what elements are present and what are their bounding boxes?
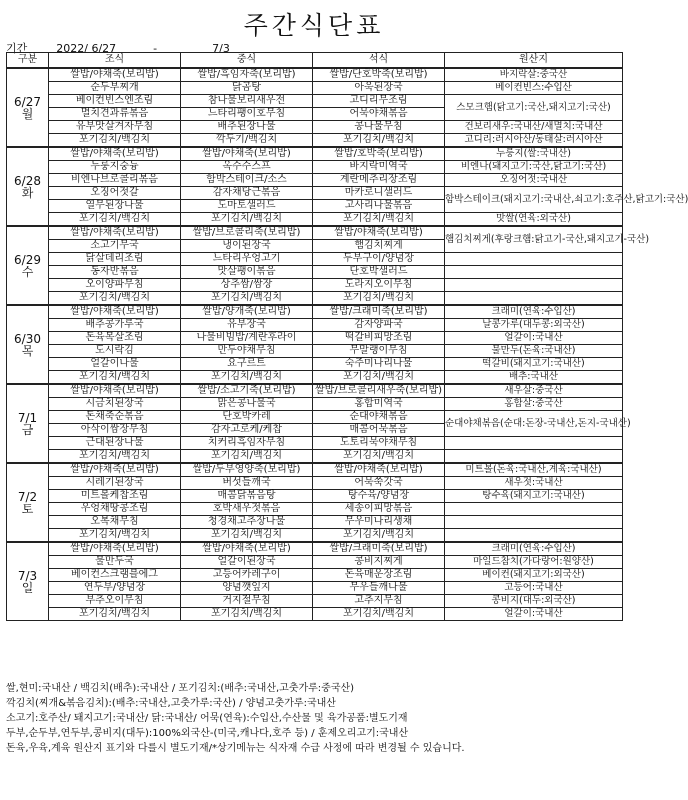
- origin-item: [445, 450, 623, 464]
- lunch-item: 호박새우젓볶음: [181, 503, 313, 516]
- lunch-item: 포기김치/백김치: [181, 213, 313, 227]
- origin-item: 베이컨빈스:수입산: [445, 82, 623, 95]
- menu-row: [7, 319, 623, 332]
- dinner-item: 포기김치/백김치: [313, 292, 445, 306]
- origin-item: [445, 279, 623, 292]
- lunch-item: 포기김치/백김치: [181, 371, 313, 385]
- breakfast-item: 닭살데리조림: [49, 253, 181, 266]
- day-date: 6/27: [14, 94, 41, 109]
- day-weekday: 목: [21, 343, 34, 358]
- origin-item: 물만두(돈육:국내산): [445, 345, 623, 358]
- period-end: 7/3: [212, 42, 230, 55]
- day-weekday: 일: [21, 580, 34, 595]
- dinner-item: 쌀밥/크래미죽(보리밥): [313, 542, 445, 556]
- dinner-item: 떡갈비피망조림: [313, 332, 445, 345]
- lunch-item: 쌀밥/두부영양죽(보리밥): [181, 463, 313, 477]
- breakfast-item: 유부맛살겨자무침: [49, 121, 181, 134]
- menu-row: [7, 503, 623, 516]
- lunch-item: 나물비빔밥/계란후라이: [181, 332, 313, 345]
- lunch-item: 유부장국: [181, 319, 313, 332]
- day-weekday: 금: [21, 422, 34, 437]
- origin-item: 배추:국내산: [445, 371, 623, 385]
- breakfast-item: 포기김치/백김치: [49, 450, 181, 464]
- origin-item: 바지락살:중국산: [445, 68, 623, 82]
- dinner-item: 돈육매운장조림: [313, 569, 445, 582]
- menu-row: [7, 253, 623, 266]
- day-date: 6/30: [14, 331, 41, 346]
- header-category: 구분: [7, 53, 49, 69]
- menu-row: [7, 121, 623, 134]
- dinner-item: 쌀밥/단호박죽(보리밥): [313, 68, 445, 82]
- origin-item: 함박스테이크(돼지고기:국내산,쇠고기:호주산,닭고기:국산): [445, 187, 623, 213]
- lunch-item: 느타리우엉고기: [181, 253, 313, 266]
- lunch-item: 상추쌈/쌈장: [181, 279, 313, 292]
- day-cell: [7, 463, 49, 542]
- origin-item: 얼갈이:국내산: [445, 332, 623, 345]
- dinner-item: 쌀밥/야채죽(보리밥): [313, 463, 445, 477]
- origin-item: [445, 437, 623, 450]
- dinner-item: 바지락미역국: [313, 161, 445, 174]
- breakfast-item: 물만두국: [49, 556, 181, 569]
- header-lunch: 중식: [181, 53, 313, 69]
- lunch-item: 얼갈이된장국: [181, 556, 313, 569]
- breakfast-item: 아삭이쌈장무침: [49, 424, 181, 437]
- note-line: 소고기:호주산/ 돼지고기:국내산/ 닭:국내산/ 어묵(연육):수입산,수산물 및 육가공품:별도기재: [6, 713, 408, 724]
- origin-item: [445, 503, 623, 516]
- menu-row: [7, 569, 623, 582]
- day-weekday: 월: [21, 106, 34, 121]
- dinner-item: 고추지무침: [313, 595, 445, 608]
- origin-item: [445, 529, 623, 543]
- lunch-item: 참나물보리새우전: [181, 95, 313, 108]
- origin-item: 날콩가루(대두콩:외국산): [445, 319, 623, 332]
- dinner-item: 세송이피망볶음: [313, 503, 445, 516]
- lunch-item: 감자채당근볶음: [181, 187, 313, 200]
- dinner-item: 포기김치/백김치: [313, 450, 445, 464]
- day-cell: [7, 68, 49, 147]
- lunch-item: 쌀밥/소고기죽(보리밥): [181, 384, 313, 398]
- menu-row: [7, 516, 623, 529]
- breakfast-item: 시금치된장국: [49, 398, 181, 411]
- menu-row: [7, 292, 623, 306]
- breakfast-item: 동자반볶음: [49, 266, 181, 279]
- day-date: 7/1: [17, 410, 38, 425]
- lunch-item: 함박스테이크/소스: [181, 174, 313, 187]
- breakfast-item: 쌀밥/야채죽(보리밥): [49, 542, 181, 556]
- day-date: 7/2: [17, 489, 38, 504]
- breakfast-item: 쌀밥/야채죽(보리밥): [49, 305, 181, 319]
- lunch-item: 요구르트: [181, 358, 313, 371]
- origin-item: 미트볼(돈육:국내산,계육:국내산): [445, 463, 623, 477]
- dinner-item: 햄김치찌게: [313, 240, 445, 253]
- origin-item: 고등어:국내산: [445, 582, 623, 595]
- weekly-menu-table: [6, 52, 688, 621]
- menu-row: [7, 213, 623, 227]
- dinner-item: 두부구이/양념장: [313, 253, 445, 266]
- menu-row: [7, 68, 623, 82]
- dinner-item: 포기김치/백김치: [313, 608, 445, 621]
- note-line: 쌀,현미:국내산 / 백김치(배추):국내산 / 포기김치:(배추:국내산,고춧가루:중국산): [6, 683, 355, 694]
- note-line: 돈육,우육,계육 원산지 표기와 다를시 별도기재/*상기메뉴는 식자재 수급 사정에 따라 변경될 수 있습니다.: [6, 743, 465, 754]
- lunch-item: 포기김치/백김치: [181, 608, 313, 621]
- lunch-item: 쌀밥/양개죽(보리밥): [181, 305, 313, 319]
- origin-item: 순대야채볶음(순대:돈장-국내산,돈지-국내산): [445, 411, 623, 437]
- origin-item: 새우젓:국내산: [445, 477, 623, 490]
- dinner-item: 쌀밥/크래미죽(보리밥): [313, 305, 445, 319]
- day-weekday: 토: [21, 501, 34, 516]
- dinner-item: 쌀밥/야채죽(보리밥): [313, 226, 445, 240]
- lunch-item: 버섯들깨국: [181, 477, 313, 490]
- dinner-item: 콩비지찌게: [313, 556, 445, 569]
- breakfast-item: 돈채죽순볶음: [49, 411, 181, 424]
- lunch-item: 맑은콩나물국: [181, 398, 313, 411]
- menu-row: [7, 358, 623, 371]
- dinner-item: 쌀밥/브로콜리새우죽(보리밥): [313, 384, 445, 398]
- breakfast-item: 우엉채땅콩조림: [49, 503, 181, 516]
- breakfast-item: 포기김치/백김치: [49, 608, 181, 621]
- menu-row: [7, 490, 623, 503]
- dinner-item: 고사리나물볶음: [313, 200, 445, 213]
- menu-row: [7, 95, 623, 108]
- menu-row: [7, 266, 623, 279]
- page-title: 주간식단표: [243, 11, 385, 40]
- dinner-item: 매콤어묵볶음: [313, 424, 445, 437]
- dinner-item: 어묵야채볶음: [313, 108, 445, 121]
- lunch-item: 매콤닭볶음탕: [181, 490, 313, 503]
- origin-item: 건보리새우:국내산/새멸치:국내산: [445, 121, 623, 134]
- day-date: 6/29: [14, 252, 41, 267]
- dinner-item: 홍합미역국: [313, 398, 445, 411]
- lunch-item: 배추된장나물: [181, 121, 313, 134]
- menu-row: [7, 82, 623, 95]
- menu-row: [7, 477, 623, 490]
- breakfast-item: 돈육목살조림: [49, 332, 181, 345]
- menu-row: [7, 450, 623, 464]
- day-weekday: 수: [21, 264, 34, 279]
- breakfast-item: 배추콩가루국: [49, 319, 181, 332]
- menu-row: [7, 226, 623, 240]
- dinner-item: 마카로니샐러드: [313, 187, 445, 200]
- lunch-item: 만두야채무침: [181, 345, 313, 358]
- origin-item: [445, 516, 623, 529]
- menu-row: [7, 147, 623, 161]
- menu-row: [7, 608, 623, 621]
- menu-row: [7, 582, 623, 595]
- breakfast-item: 포기김치/백김치: [49, 134, 181, 148]
- day-cell: [7, 305, 49, 384]
- breakfast-item: 오징어젓갈: [49, 187, 181, 200]
- lunch-item: 감자고로케/케찹: [181, 424, 313, 437]
- breakfast-item: 쌀밥/야채죽(보리밥): [49, 147, 181, 161]
- origin-item: 오징어젓:국내산: [445, 174, 623, 187]
- menu-row: [7, 529, 623, 543]
- menu-row: [7, 595, 623, 608]
- menu-row: [7, 187, 623, 200]
- origin-item: 새우살:중국산: [445, 384, 623, 398]
- origin-item: 홍합살:중국산: [445, 398, 623, 411]
- lunch-item: 포기김치/백김치: [181, 292, 313, 306]
- menu-row: [7, 305, 623, 319]
- day-cell: [7, 226, 49, 305]
- menu-row: [7, 174, 623, 187]
- origin-item: 베이컨(돼지고기:외국산): [445, 569, 623, 582]
- lunch-item: 포기김치/백김치: [181, 450, 313, 464]
- breakfast-item: 비엔나브로콜리볶음: [49, 174, 181, 187]
- breakfast-item: 멸치견과류볶음: [49, 108, 181, 121]
- origin-item: 콩비지(대두:외국산): [445, 595, 623, 608]
- day-cell: [7, 384, 49, 463]
- dinner-item: 순대야채볶음: [313, 411, 445, 424]
- origin-item: 마일드참치(가다랑어:원양산): [445, 556, 623, 569]
- header-row: [7, 53, 623, 69]
- dinner-item: 포기김치/백김치: [313, 134, 445, 148]
- breakfast-item: 얼갈이나물: [49, 358, 181, 371]
- breakfast-item: 오복채무침: [49, 516, 181, 529]
- day-date: 6/28: [14, 173, 41, 188]
- day-cell: [7, 542, 49, 621]
- menu-row: [7, 542, 623, 556]
- origin-item: 누룽지(쌀:국내산): [445, 147, 623, 161]
- lunch-item: 닭곰탕: [181, 82, 313, 95]
- origin-item: [445, 266, 623, 279]
- origin-notes: [6, 681, 622, 756]
- note-line: 두부,순두부,연두부,콩비지(대두):100%외국산-(미국,캐나다,호주 등) / 훈제오리고기:국내산: [6, 728, 409, 739]
- lunch-item: 치커리흑임자무침: [181, 437, 313, 450]
- lunch-item: 맛살팽이볶음: [181, 266, 313, 279]
- dinner-item: 포기김치/백김치: [313, 371, 445, 385]
- breakfast-item: 베이컨스크램블에그: [49, 569, 181, 582]
- breakfast-item: 포기김치/백김치: [49, 292, 181, 306]
- period-dash: -: [153, 42, 158, 55]
- origin-item: 크래미(연육:수입산): [445, 542, 623, 556]
- dinner-item: 무우들깨나물: [313, 582, 445, 595]
- menu-row: [7, 279, 623, 292]
- breakfast-item: 소고기무국: [49, 240, 181, 253]
- lunch-item: 옥수수스프: [181, 161, 313, 174]
- dinner-item: 포기김치/백김치: [313, 529, 445, 543]
- menu-row: [7, 437, 623, 450]
- lunch-item: 느타리팽이호무침: [181, 108, 313, 121]
- menu-row: [7, 463, 623, 477]
- dinner-item: 탕수육/양념장: [313, 490, 445, 503]
- dinner-item: 숙주미나리나물: [313, 358, 445, 371]
- day-date: 7/3: [17, 568, 38, 583]
- breakfast-item: 쌀밥/야채죽(보리밥): [49, 463, 181, 477]
- menu-row: [7, 398, 623, 411]
- dinner-item: 단호박샐러드: [313, 266, 445, 279]
- lunch-item: 쌀밥/야채죽(보리밥): [181, 147, 313, 161]
- breakfast-item: 쌀밥/야채죽(보리밥): [49, 384, 181, 398]
- breakfast-item: 순두부찌개: [49, 82, 181, 95]
- origin-item: 스모크햄(닭고기:국산,돼지고기:국산): [445, 95, 623, 121]
- lunch-item: 고등어카레구이: [181, 569, 313, 582]
- origin-item: 떡갈비(돼지고기:국내산): [445, 358, 623, 371]
- header-origin: 원산지: [445, 53, 623, 69]
- origin-item: 고디리:러시아산/동태살:러시아산: [445, 134, 623, 148]
- lunch-item: 쌀밥/야채죽(보리밥): [181, 542, 313, 556]
- note-line: 깍김치(찌개&볶음김치):(배추:국내산,고춧가루:국산) / 양념고춧가루:국내산: [6, 698, 336, 709]
- day-cell: [7, 147, 49, 226]
- origin-item: 얼갈이:국내산: [445, 608, 623, 621]
- dinner-item: 콩나물무침: [313, 121, 445, 134]
- breakfast-item: 누룽지숭늉: [49, 161, 181, 174]
- menu-row: [7, 134, 623, 148]
- period-start: 2022/ 6/27: [56, 42, 117, 55]
- dinner-item: 쌀밥/호박죽(보리밥): [313, 147, 445, 161]
- lunch-item: 깍두기/백김치: [181, 134, 313, 148]
- day-weekday: 화: [21, 185, 34, 200]
- lunch-item: 단호박카레: [181, 411, 313, 424]
- dinner-item: 아욱된장국: [313, 82, 445, 95]
- breakfast-item: 연두부/양념장: [49, 582, 181, 595]
- breakfast-item: 시레기된장국: [49, 477, 181, 490]
- breakfast-item: 쌀밥/야채죽(보리밥): [49, 68, 181, 82]
- breakfast-item: 포기김치/백김치: [49, 213, 181, 227]
- breakfast-item: 포기김치/백김치: [49, 529, 181, 543]
- origin-item: 햄김치찌게(후랑크햄:닭고기-국산,돼지고기-국산): [445, 226, 623, 253]
- menu-row: [7, 161, 623, 174]
- lunch-item: 쌀밥/브로콜리죽(보리밥): [181, 226, 313, 240]
- dinner-item: 감자양파국: [313, 319, 445, 332]
- lunch-item: 청경채고추장나물: [181, 516, 313, 529]
- dinner-item: 포기김치/백김치: [313, 213, 445, 227]
- lunch-item: 포기김치/백김치: [181, 529, 313, 543]
- dinner-item: 어묵쑥갓국: [313, 477, 445, 490]
- dinner-item: 도라지오이무침: [313, 279, 445, 292]
- breakfast-item: 부추오이무침: [49, 595, 181, 608]
- menu-row: [7, 411, 623, 424]
- menu-row: [7, 384, 623, 398]
- menu-row: [7, 345, 623, 358]
- breakfast-item: 도시락김: [49, 345, 181, 358]
- breakfast-item: 오이양파무침: [49, 279, 181, 292]
- dinner-item: 고디리무조림: [313, 95, 445, 108]
- period-label: 기간: [6, 42, 28, 55]
- lunch-item: 거지절무침: [181, 595, 313, 608]
- dinner-item: 계란메추리장조림: [313, 174, 445, 187]
- origin-item: 맛쌀(연육:외국산): [445, 213, 623, 227]
- lunch-item: 쌀밥/흑임자죽(보리밥): [181, 68, 313, 82]
- origin-item: [445, 292, 623, 306]
- menu-row: [7, 556, 623, 569]
- header-breakfast: 조식: [49, 53, 181, 69]
- lunch-item: 도마토샐러드: [181, 200, 313, 213]
- breakfast-item: 열무된장나물: [49, 200, 181, 213]
- menu-row: [7, 332, 623, 345]
- dinner-item: 무말랭이무침: [313, 345, 445, 358]
- menu-row: [7, 371, 623, 385]
- origin-item: 크래미(연육:수입산): [445, 305, 623, 319]
- lunch-item: 양념깻잎지: [181, 582, 313, 595]
- breakfast-item: 미트볼케찹조림: [49, 490, 181, 503]
- dinner-item: 무우미나리생채: [313, 516, 445, 529]
- breakfast-item: 쌀밥/야채죽(보리밥): [49, 226, 181, 240]
- breakfast-item: 베이컨빈스엔조림: [49, 95, 181, 108]
- dinner-item: 도토리묵야채무침: [313, 437, 445, 450]
- origin-item: 비엔나(돼지고기:국산,닭고기:국산): [445, 161, 623, 174]
- header-dinner: 석식: [313, 53, 445, 69]
- breakfast-item: 근대된장나물: [49, 437, 181, 450]
- breakfast-item: 포기김치/백김치: [49, 371, 181, 385]
- origin-item: [445, 253, 623, 266]
- origin-item: 탕수육(돼지고기:국내산): [445, 490, 623, 503]
- lunch-item: 냉이된장국: [181, 240, 313, 253]
